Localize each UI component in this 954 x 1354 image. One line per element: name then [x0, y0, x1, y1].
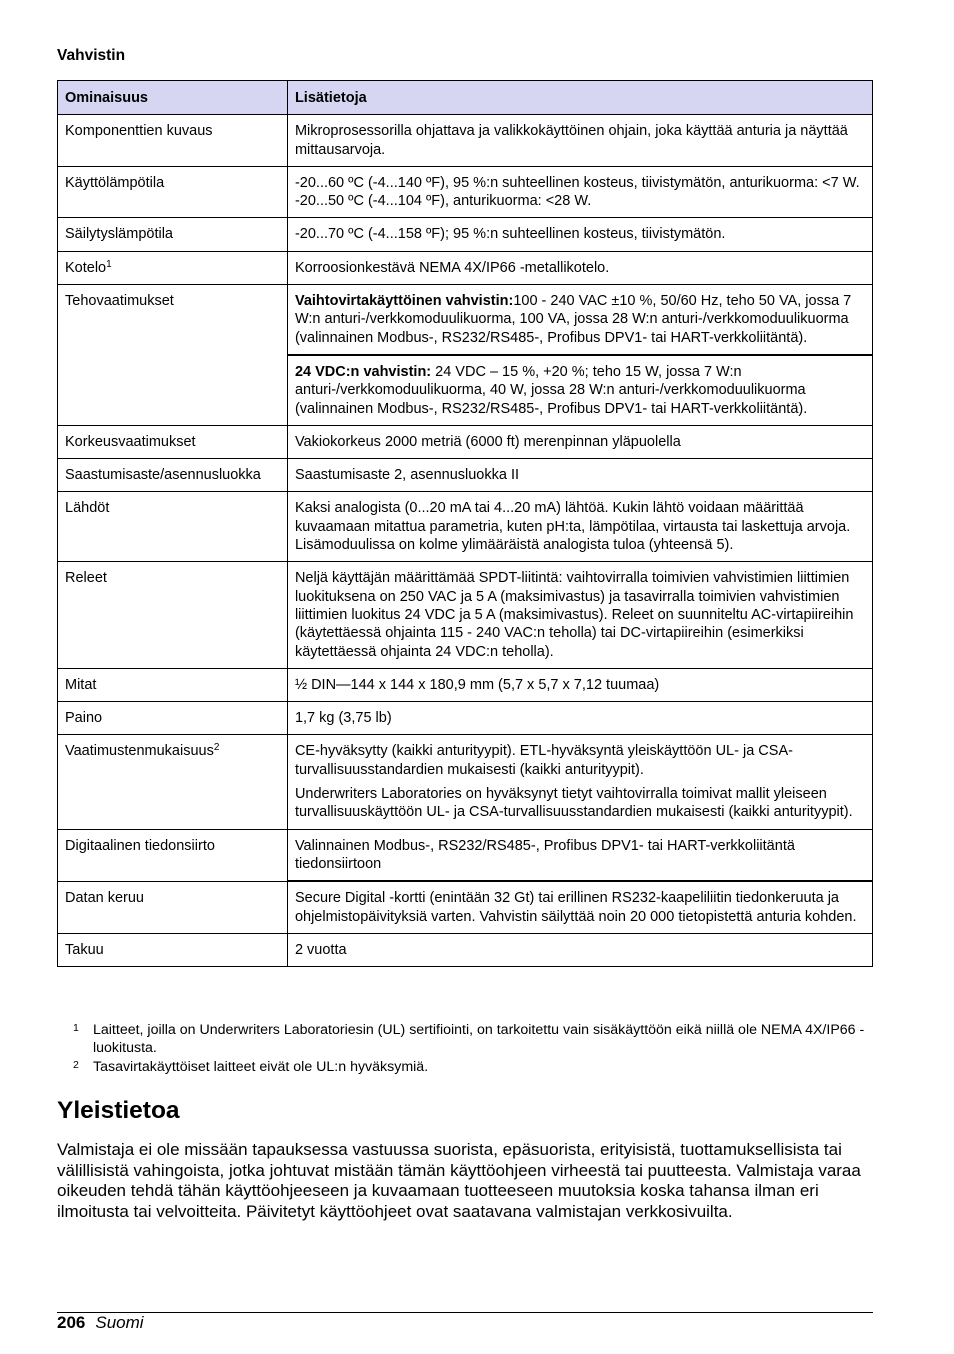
table-row: [58, 702, 873, 735]
row-value: Valinnainen Modbus-, RS232/RS485-, Profibus DPV1- tai HART-verkkoliitäntä tiedonsiirtoon: [287, 829, 872, 881]
row-label: [58, 251, 288, 284]
row-value: Secure Digital -kortti (enintään 32 Gt) tai erillinen RS232-kaapeliliitin tiedonkeruuta ja ohjelmistopäivityksiä varten. Vahvistin säilyttää noin 20 000 tietopistettä anturia kohden.: [287, 881, 872, 933]
row-label: Saastumisaste/asennusluokka: [58, 459, 288, 492]
footnote-ref: 1: [106, 258, 112, 270]
footnote-text: Laitteet, joilla on Underwriters Laboratoriesin (UL) sertifiointi, on tarkoitettu vain sisäkäyttöön eikä niillä ole NEMA 4X/IP66 -luokitusta.: [93, 1022, 865, 1057]
table-row: [58, 881, 873, 933]
row-label: Takuu: [58, 933, 288, 966]
row-value: [287, 355, 872, 425]
row-label-text: Kotelo: [65, 259, 107, 276]
body-paragraph: Valmistaja ei ole missään tapauksessa vastuussa suorista, epäsuorista, erityisistä, tuottamuksellisista tai välillisistä vahingoista, jotka johtuvat mistään tämän käyttöohjeen virheestä tai puutteesta. Valmistaja varaa oikeuden tehdä tähän käyttöohjeeseen ja kuvaamaan tuotteeseen muutoksia koska tahansa ilman eri ilmoitusta tai velvoitteita. Päivitetyt käyttöohjeet ovat saatavana valmistajan verkkosivuilta.: [57, 1140, 861, 1221]
section-heading: Yleistietoa: [57, 1097, 180, 1124]
row-label: Releet: [58, 562, 288, 668]
footnote-text: Tasavirtakäyttöiset laitteet eivät ole UL:n hyväksymiä.: [93, 1058, 429, 1075]
footnotes: [57, 1021, 873, 1076]
row-label: [58, 735, 288, 829]
row-value: -20...60 ºC (-4...140 ºF), 95 %:n suhteellinen kosteus, tiivistymätön, anturikuorma: <7 W. -20...50 ºC (-4...104 ºF), anturikuorma: <28 W.: [287, 166, 872, 218]
ac-amplifier-label: Vaihtovirtakäyttöinen vahvistin:: [294, 293, 514, 310]
row-label: Säilytyslämpötila: [58, 218, 288, 251]
row-label: Datan keruu: [58, 881, 288, 933]
compliance-paragraph: CE-hyväksytty (kaikki anturityypit). ETL-hyväksyntä yleiskäyttöön UL- ja CSA-turvallisuusstandardien mukaisesti (kaikki anturityypit).: [294, 743, 793, 778]
row-label: Mitat: [58, 668, 288, 701]
table-row: [58, 459, 873, 492]
table-header-row: [58, 81, 873, 115]
row-label: Käyttölämpötila: [58, 166, 288, 218]
table-row: [58, 251, 873, 284]
page-footer: [57, 1313, 144, 1333]
footer-language: Suomi: [95, 1313, 144, 1332]
row-label: Tehovaatimukset: [58, 285, 288, 426]
column-header-details: Lisätietoja: [287, 81, 872, 115]
row-label: Digitaalinen tiedonsiirto: [58, 829, 288, 881]
row-value: Neljä käyttäjän määrittämää SPDT-liitintä: vaihtovirralla toimivien vahvistimien liittimien luokituksena on 250 VAC ja 5 A (maksimivastus) ja tasavirralla toimivien vahvistimien liittimien luokitus 24 VDC ja 5 A (maksimivastus). Releet on suunniteltu AC-virtapiireihin (käytettäessä ohjainta 115 - 240 VAC:n teholla) tai DC-virtapiireihin (esimerkiksi käytettäessä ohjainta 24 VDC:n teholla).: [287, 562, 872, 668]
row-value: 1,7 kg (3,75 lb): [287, 702, 872, 735]
table-row: [58, 425, 873, 458]
section-title: Vahvistin: [57, 47, 126, 64]
row-value: 2 vuotta: [287, 933, 872, 966]
row-value: Kaksi analogista (0...20 mA tai 4...20 mA) lähtöä. Kukin lähtö voidaan määrittää kuvaamaan mitattua parametria, kuten pH:ta, lämpötilaa, virtausta tai laskettuja arvoja. Lisämoduulissa on kolme ylimääräistä analogista tuloa (yhteensä 5).: [287, 492, 872, 562]
table-row: [58, 218, 873, 251]
table-row: [58, 735, 873, 829]
table-row: [58, 492, 873, 562]
dc-amplifier-text: 24 VDC – 15 %, +20 %; teho 15 W, jossa 7 W:n anturi-/verkkomoduulikuorma, 40 W, jossa 28 W:n anturi-/verkkomoduulikuorma (valinnainen Modbus-, RS232/RS485-, Profibus DPV1- tai HART-verkkoliitäntä).: [294, 363, 808, 417]
row-value: Saastumisaste 2, asennusluokka II: [287, 459, 872, 492]
page-number: 206: [57, 1313, 86, 1332]
row-label: Lähdöt: [58, 492, 288, 562]
row-value: [287, 735, 872, 829]
row-value: Vakiokorkeus 2000 metriä (6000 ft) merenpinnan yläpuolella: [287, 425, 872, 458]
row-label-text: Vaatimustenmukaisuus: [65, 743, 214, 760]
row-label: Paino: [58, 702, 288, 735]
table-row: [58, 115, 873, 167]
row-value: Korroosionkestävä NEMA 4X/IP66 -metallikotelo.: [287, 251, 872, 284]
footnote-mark: 1: [73, 1022, 79, 1034]
row-value: [287, 285, 872, 355]
row-value: -20...70 ºC (-4...158 ºF); 95 %:n suhteellinen kosteus, tiivistymätön.: [287, 218, 872, 251]
footnote-ref: 2: [213, 742, 220, 754]
row-value: Mikroprosessorilla ohjattava ja valikkokäyttöinen ohjain, joka käyttää anturia ja näyttää mittausarvoja.: [287, 115, 872, 167]
row-value: ½ DIN—144 x 144 x 180,9 mm (5,7 x 5,7 x 7,12 tuumaa): [287, 668, 872, 701]
table-row: [58, 285, 873, 355]
footer-divider: [57, 1312, 873, 1313]
footnote-mark: 2: [73, 1058, 79, 1071]
row-label: Komponenttien kuvaus: [58, 115, 288, 167]
table-row: [58, 668, 873, 701]
table-row: [58, 933, 873, 966]
table-row: [58, 166, 873, 218]
footnote: [57, 1058, 873, 1076]
table-row: [58, 562, 873, 668]
ac-amplifier-text: 100 - 240 VAC ±10 %, 50/60 Hz, teho 50 VA, jossa 7 W:n anturi-/verkkomoduulikuorma, 100 VA, jossa 28 W:n anturi-/verkkomoduulikuorma (valinnainen Modbus-, RS232/RS485-, Profibus DPV1- tai HART-verkkoliitäntä).: [294, 293, 852, 346]
footnote: [57, 1021, 873, 1058]
row-label: Korkeusvaatimukset: [58, 425, 288, 458]
dc-amplifier-label: 24 VDC:n vahvistin:: [294, 363, 432, 380]
column-header-property: Ominaisuus: [58, 81, 288, 115]
compliance-paragraph: Underwriters Laboratories on hyväksynyt tietyt vaihtovirralla toimivat mallit yleiseen turvallisuuskäyttöön UL- ja CSA-turvallisuusstandardien mukaisesti (kaikki anturityypit).: [294, 786, 853, 821]
specifications-table: [57, 80, 873, 967]
table-row: [58, 829, 873, 881]
